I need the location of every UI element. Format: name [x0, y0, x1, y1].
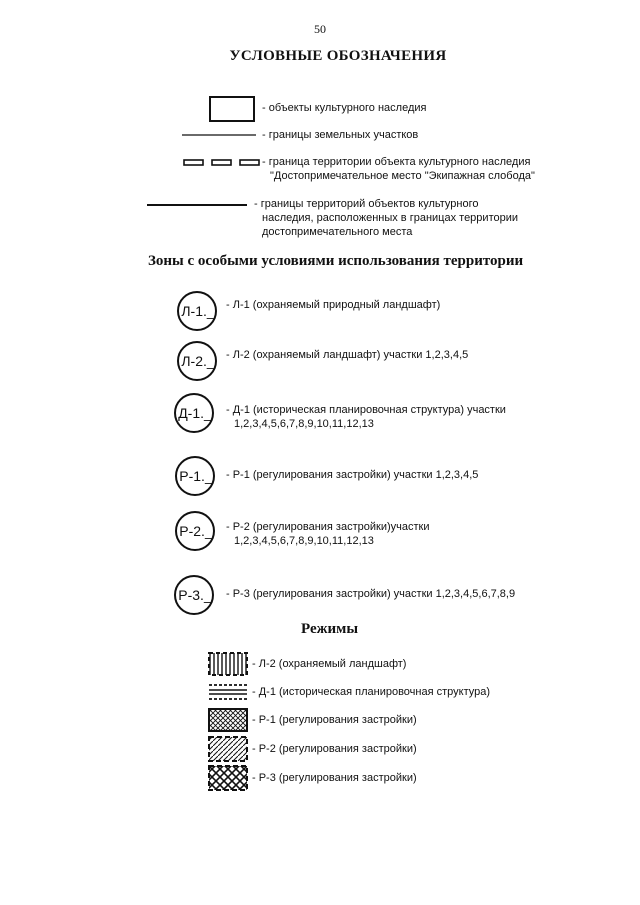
regime-r2-label: - Р-2 (регулирования застройки)	[252, 743, 417, 755]
zone-r1-marker: Р-1._	[175, 456, 215, 496]
regime-r3-label: - Р-3 (регулирования застройки)	[252, 772, 417, 784]
land-plot-boundary-line-icon	[182, 133, 256, 137]
zone-l1-marker: Л-1._	[177, 291, 217, 331]
zone-l1-description: - Л-1 (охраняемый природный ландшафт)	[226, 299, 441, 311]
zone-l2-marker: Л-2._	[177, 341, 217, 381]
zone-l2-description: - Л-2 (охраняемый ландшафт) участки 1,2,3,4,5	[226, 349, 469, 361]
page-number: 50	[314, 22, 326, 36]
zone-d1-marker: Д-1._	[174, 393, 214, 433]
legend-heritage-territory-boundary: - граница территории объекта культурного наследия "Достопримечательное место "Экипажная слобода"	[262, 156, 535, 182]
regime-l2-label: - Л-2 (охраняемый ландшафт)	[252, 658, 407, 670]
legend-heritage-objects-territories: - границы территорий объектов культурного наследия, расположенных в границах территории достопримечательного места	[254, 198, 519, 238]
zones-heading: Зоны с особыми условиями использования территории	[148, 253, 524, 269]
zone-r3-description: - Р-3 (регулирования застройки) участки 1,2,3,4,5,6,7,8,9	[226, 588, 516, 600]
vertical-stripes-pattern-icon	[208, 652, 248, 676]
page-title: УСЛОВНЫЕ ОБОЗНАЧЕНИЯ	[229, 48, 447, 64]
coarse-crosshatch-pattern-icon	[208, 765, 248, 791]
zone-d1-description: - Д-1 (историческая планировочная структура) участки 1,2,3,4,5,6,7,8,9,10,11,12,13	[226, 404, 506, 430]
zone-r1-description: - Р-1 (регулирования застройки) участки 1,2,3,4,5	[226, 469, 479, 481]
zone-r2-description: - Р-2 (регулирования застройки)участки 1,2,3,4,5,6,7,8,9,10,11,12,13	[226, 521, 430, 547]
fine-crosshatch-pattern-icon	[208, 708, 248, 732]
regime-r1-label: - Р-1 (регулирования застройки)	[252, 714, 417, 726]
heritage-object-rectangle-icon	[209, 96, 255, 122]
legend-heritage-objects: - объекты культурного наследия	[262, 102, 427, 114]
heritage-territory-dashed-boundary-icon	[183, 159, 261, 167]
regime-d1-label: - Д-1 (историческая планировочная структура)	[252, 686, 491, 698]
horizontal-lines-pattern-icon	[208, 681, 248, 703]
legend-land-plot-boundaries: - границы земельных участков	[262, 129, 419, 141]
heritage-objects-territory-thick-line-icon	[147, 203, 247, 207]
zone-r3-marker: Р-3._	[174, 575, 214, 615]
zone-r2-marker: Р-2._	[175, 511, 215, 551]
regimes-heading: Режимы	[301, 621, 359, 637]
diagonal-hatch-pattern-icon	[208, 736, 248, 762]
